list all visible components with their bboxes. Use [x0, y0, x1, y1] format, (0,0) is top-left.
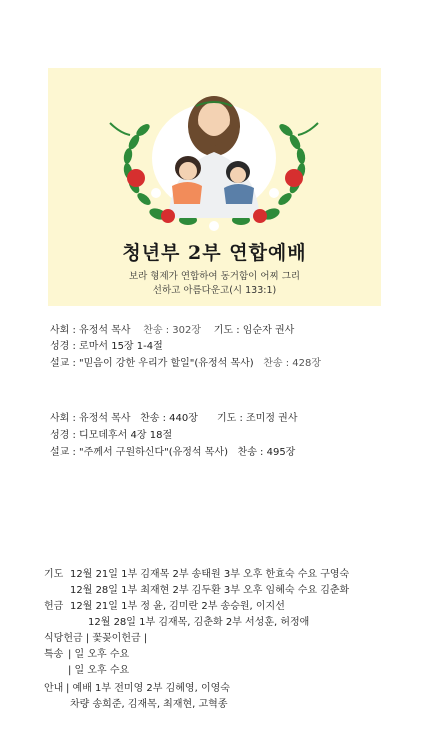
guide-line1: | 예배 1부 전미영 2부 김혜영, 이영숙: [66, 683, 230, 694]
offering-line1: 12월 21일 1부 정 윤, 김미란 2부 송승원, 이지선: [70, 601, 285, 612]
prayer-line1: 12월 21일 1부 김재목 2부 송태원 3부 오후 한효숙 수요 구영숙: [70, 569, 350, 580]
service2-sermon: 설교 : "주께서 구원하신다"(유정석 목사): [50, 447, 228, 458]
offering-label: 헌금: [44, 601, 64, 612]
prayer-label: 기도: [44, 569, 64, 580]
offering-line2: 12월 28일 1부 김재목, 김춘화 2부 서성훈, 허정애: [88, 617, 310, 628]
service1-line3: [50, 357, 321, 371]
service2-hymn: 찬송 : 440장: [140, 413, 198, 424]
service1-scripture: 성경 : 로마서 15장 1-4절: [50, 341, 163, 352]
service1-prayer: 기도 : 임순자 권사: [213, 325, 295, 336]
prayer-line2: 12월 28일 1부 최재현 2부 김두환 3부 오후 임혜숙 수요 김춘화: [70, 585, 350, 596]
banner-title: 청년부 2부 연합예배: [122, 242, 307, 264]
special-line1: | 일 오후 수요: [68, 649, 130, 660]
service1-leader: 사회 : 유정석 목사: [50, 325, 131, 336]
meal-offering: 식당헌금 | 꽃꽂이헌금 |: [44, 633, 148, 644]
service1-line1: [50, 324, 294, 338]
special-label: 특송: [44, 649, 64, 660]
service2-line3: [50, 446, 295, 460]
service2-scripture: 성경 : 디모데후서 4장 18절: [50, 430, 173, 441]
service2-prayer: 기도 : 조미정 권사: [216, 413, 298, 424]
banner-card: [48, 68, 381, 306]
service1-sermon: 설교 : "믿음이 강한 우리가 할일"(유정석 목사): [50, 358, 254, 369]
service2-leader: 사회 : 유정석 목사: [50, 413, 131, 424]
service2-sermon-hymn: 찬송 : 495장: [237, 447, 296, 458]
service1-hymn: 찬송 : 302장: [143, 325, 202, 336]
service1-sermon-hymn: 찬송 : 428장: [263, 358, 322, 369]
banner-verse-line1: 보라 형제가 연합하여 동거함이 어찌 그리: [128, 271, 301, 282]
banner-verse-line2: 선하고 아름다운고(시 133:1): [152, 285, 277, 296]
guide-label: 안내: [44, 683, 64, 694]
guide-line2: 차량 송희준, 김재목, 최재현, 고혁종: [70, 699, 228, 710]
jesus-wreath-illustration: [48, 68, 381, 236]
service2-line1: [50, 412, 297, 426]
special-line2: | 일 오후 수요: [68, 665, 130, 676]
